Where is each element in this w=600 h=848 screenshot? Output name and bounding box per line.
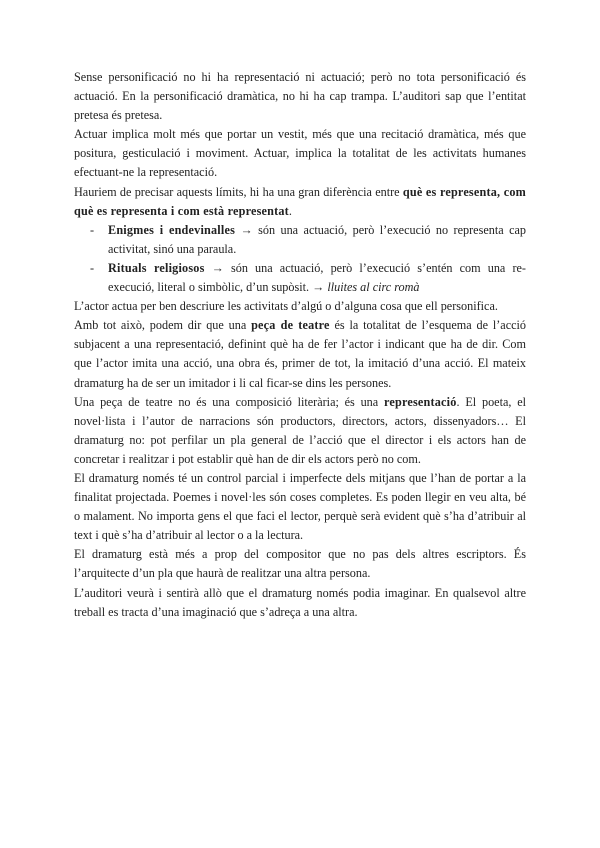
text-run: és la totalitat de l’esquema de l’acció subjacent a una representació, definint què ha de fer l’actor i indicant que ha de dir. Com que l’actor imita una acció, una obra és, primer de tot, la imitació d’una acció. El mateix dramaturg ha de ser un imitador i li cal ficar-se dins les persones.: [74, 318, 526, 390]
bold-term: Rituals religiosos: [108, 260, 205, 275]
intro-paragraphs: [74, 68, 526, 221]
bold-term: peça de teatre: [251, 318, 330, 333]
text-run: .: [288, 203, 292, 218]
bold-term: Enigmes i endevinalles: [108, 222, 236, 237]
text-run: → són una actuació, però l’execució no representa cap activitat, sinó una paraula.: [108, 222, 526, 256]
document-body: [74, 68, 526, 622]
paragraph: [74, 469, 526, 545]
list-bullet-dash: -: [90, 222, 95, 237]
text-run: → són una actuació, però l’execució s’entén com una re-execució, literal o simbòlic, d’un supòsit. →: [108, 260, 526, 295]
examples-list: [74, 221, 526, 297]
bold-term: representació: [383, 394, 457, 409]
text-run: Amb tot això, podem dir que una: [74, 318, 252, 333]
list-item: [74, 221, 526, 259]
bold-term: què es representa, com què es representa i com està representat: [74, 184, 526, 218]
text-run: Una peça de teatre no és una composició literària; és una: [74, 394, 384, 409]
paragraph: [74, 68, 526, 125]
text-run: El dramaturg només té un control parcial i imperfecte dels mitjans que l’han de portar a la finalitat projectada. Poemes i novel·les són coses completes. Es poden llegir en veu alta, bé o malament. No importa gens el que faci el lector, perquè serà evident què s’ha d’atribuir al text i què s’ha d’atribuir al lector o a la lectura.: [74, 470, 526, 543]
text-run: El dramaturg està més a prop del compositor que no pas dels altres escriptors. És l’arquitecte d’un pla que haurà de realitzar una altra persona.: [74, 547, 526, 581]
paragraph: [74, 393, 526, 469]
paragraph: [74, 297, 526, 316]
main-paragraphs: [74, 297, 526, 622]
list-bullet-dash: -: [90, 260, 95, 275]
italic-example: lluites al circ romà: [327, 280, 420, 295]
paragraph: [74, 183, 526, 221]
paragraph: [74, 545, 526, 583]
text-run: L’actor actua per ben descriure les activitats d’algú o d’alguna cosa que ell personifica.: [74, 299, 498, 314]
text-run: L’auditori veurà i sentirà allò que el dramaturg només podia imaginar. En qualsevol altre treball es tracta d’una imaginació que s’adreça a una altra.: [74, 585, 526, 619]
list-item: [74, 259, 526, 297]
text-run: . El poeta, el novel·lista i l’autor de narracions són productors, directors, actors, dissenyadors… El dramaturg no: pot perfilar un pla general de l’acció que el director i els actors han de concretar i realitzar i pot establir què han de dir els actors però no com.: [74, 394, 526, 466]
paragraph: [74, 584, 526, 622]
paragraph: [74, 316, 526, 392]
paragraph: [74, 125, 526, 182]
text-run: Sense personificació no hi ha representació ni actuació; però no tota personificació és actuació. En la personificació dramàtica, no hi ha cap trampa. L’auditori sap que l’entitat pretesa és pretesa.: [74, 70, 526, 123]
text-run: Actuar implica molt més que portar un vestit, més que una recitació dramàtica, més que positura, gesticulació i moviment. Actuar, implica la totalitat de les activitats humanes efectuant-ne la representació.: [74, 127, 526, 180]
text-run: Hauriem de precisar aquests límits, hi ha una gran diferència entre: [74, 184, 403, 199]
